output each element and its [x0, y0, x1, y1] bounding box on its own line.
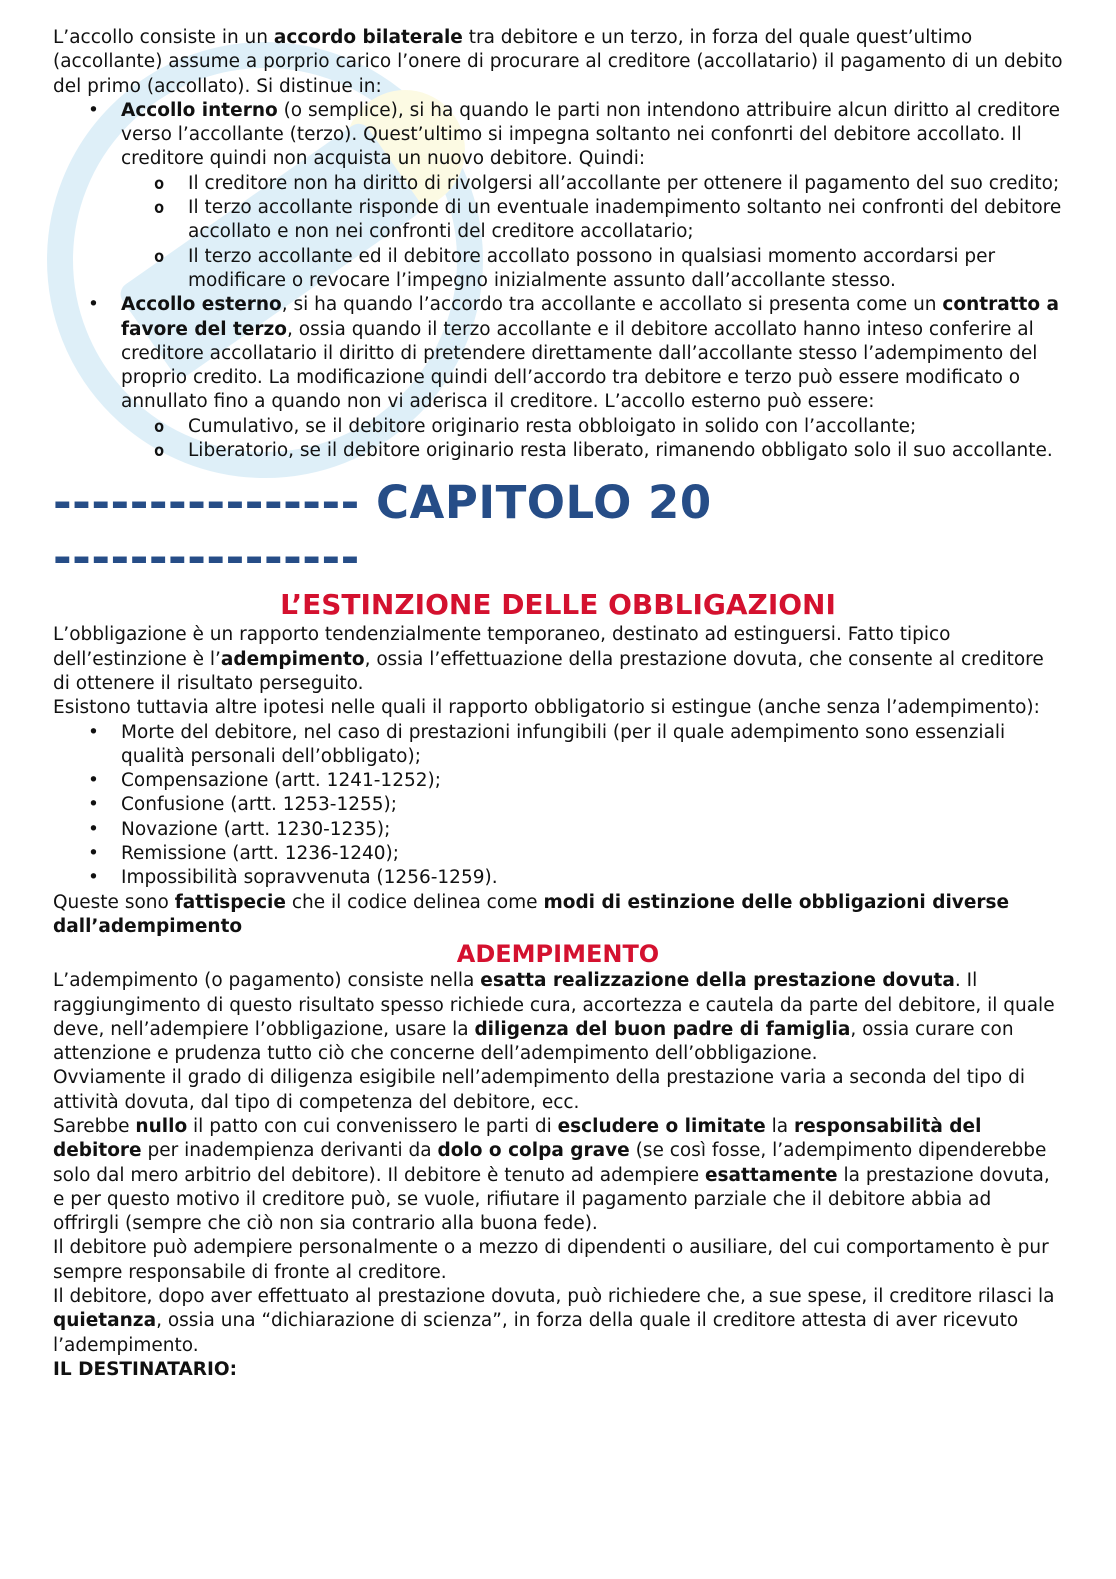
sub-list-item	[53, 245, 1063, 294]
text: L’adempimento (o pagamento) consiste nella	[53, 970, 481, 992]
diligenza-paragraph: Ovviamente il grado di diligenza esigibile nell’adempimento della prestazione varia a seconda del tipo di attività dovuta, dal tipo di competenza del debitore, ecc.	[53, 1067, 1025, 1113]
text: Il debitore, dopo aver effettuato al prestazione dovuta, può richiedere che, a sue spese, il creditore rilasci la	[53, 1286, 1055, 1308]
bold-text: quietanza	[53, 1310, 157, 1332]
circle-bullet-icon: o	[154, 246, 165, 267]
estinzione-bold: adempimento	[220, 648, 365, 670]
intro-bold: accordo bilaterale	[273, 27, 463, 48]
list-item	[53, 769, 1063, 793]
list-item-text: Morte del debitore, nel caso di prestazioni infungibili (per il quale adempimento sono essenziali qualità personali dell’obbligato);	[121, 721, 1006, 767]
chapter-rule: ----------------	[53, 531, 360, 585]
list-item-text: Confusione (artt. 1253-1255);	[121, 794, 398, 816]
esterno-title: Accollo esterno	[121, 294, 282, 316]
list-item-text: Impossibilità sopravvenuta (1256-1259).	[121, 867, 498, 889]
bullet-icon: •	[88, 99, 99, 121]
list-item	[53, 866, 1063, 890]
esterno-text-2: , ossia quando il terzo accollante e il debitore accollato hanno inteso conferire al creditore accollatario il diritto di pretendere direttamente dall’accollante stesso l’adempimento del proprio credito. La modificazione quindi dell’accordo tra debitore e terzo può essere modificato o annullato fino a quando non vi aderisca il creditore. L’accollo esterno può essere:	[121, 318, 1038, 413]
list-item	[53, 793, 1063, 817]
sub-item-text: Liberatorio, se il debitore originario resta liberato, rimanendo obbligato solo il suo accollante.	[188, 440, 1053, 462]
list-item	[53, 842, 1063, 866]
bullet-icon: •	[88, 818, 99, 840]
intro-text: L’accollo consiste in un	[53, 27, 274, 48]
bold-text: escludere o limitate	[557, 1115, 766, 1137]
document-body	[53, 26, 1063, 1382]
bold-text: modi di estinzione delle obbligazioni diverse dall’adempimento	[53, 891, 1010, 937]
text: (se così fosse, l’adempimento dipenderebbe solo dal mero arbitrio del debitore). Il debitore è tenuto ad adempiere	[53, 1140, 1047, 1186]
text: Queste sono	[53, 891, 175, 913]
bold-text: dolo o colpa grave	[437, 1140, 630, 1162]
bold-text: nullo	[135, 1115, 188, 1137]
sub-item-text: Il creditore non ha diritto di rivolgersi all’accollante per ottenere il pagamento del suo credito;	[188, 172, 1060, 194]
list-item-esterno	[53, 293, 1063, 414]
bold-text: diligenza del buon padre di famiglia	[474, 1018, 851, 1040]
bullet-icon: •	[88, 794, 99, 816]
chapter-heading	[53, 475, 1063, 585]
list-item-interno	[53, 99, 1063, 172]
interno-text: (o semplice), si ha quando le parti non intendono attribuire alcun diritto al creditore verso l’accollante (terzo). Quest’ultimo si impegna soltanto nei confonrti del debitore accollato. Il creditore quindi non acquista un nuovo debitore. Quindi:	[121, 99, 1061, 170]
list-item	[53, 818, 1063, 842]
bullet-icon: •	[88, 770, 99, 792]
text: la	[765, 1115, 794, 1137]
bold-text: responsabilità del debitore	[53, 1115, 982, 1162]
bullet-icon: •	[88, 294, 99, 316]
text: la prestazione dovuta, e per questo motivo il creditore può, se vuole, rifiutare il pagamento parziale che il debitore abbia ad offrirgli (sempre che ciò non sia contrario alla buona fede).	[53, 1164, 1050, 1235]
section-title: L’ESTINZIONE DELLE OBBLIGAZIONI	[280, 588, 836, 622]
nullo-paragraph	[53, 1115, 1063, 1236]
bold-text: fattispecie	[174, 891, 286, 913]
bold-text: esatta realizzazione della prestazione dovuta	[480, 970, 955, 992]
sub-list-item	[53, 415, 1063, 439]
list-item	[53, 721, 1063, 770]
text: . Il raggiungimento di questo risultato spesso richiede cura, accortezza e cautela da parte del debitore, il quale deve, nell’adempiere l’obbligazione, usare la	[53, 970, 1055, 1040]
quietanza-paragraph	[53, 1285, 1063, 1358]
circle-bullet-icon: o	[154, 416, 165, 437]
chapter-title: ---------------- CAPITOLO 20	[53, 476, 712, 530]
sub-list-item	[53, 196, 1063, 245]
ausiliari-paragraph: Il debitore può adempiere personalmente o a mezzo di dipendenti o ausiliare, del cui comportamento è pur sempre responsabile di fronte al creditore.	[53, 1237, 1049, 1283]
bold-text: IL DESTINATARIO:	[53, 1358, 238, 1380]
estinzione-paragraph	[53, 623, 1063, 696]
text: , ossia una “dichiarazione di scienza”, in forza della quale il creditore attesta di aver ricevuto l’adempimento.	[53, 1310, 1019, 1356]
adempimento-paragraph	[53, 969, 1063, 1066]
list-item-text: Remissione (artt. 1236-1240);	[121, 843, 400, 865]
bullet-icon: •	[88, 843, 99, 865]
bold-text: esattamente	[705, 1164, 838, 1186]
bullet-icon: •	[88, 867, 99, 889]
estinzione-text: L’obbligazione è un rapporto tendenzialmente temporaneo, destinato ad estinguersi. Fatto tipico dell’estinzione è l’	[53, 624, 951, 670]
circle-bullet-icon: o	[154, 198, 165, 219]
sub-item-text: Il terzo accollante risponde di un eventuale inadempimento soltanto nei confronti del debitore accollato e non nei confronti del creditore accollatario;	[188, 197, 1062, 243]
list-item-text: Novazione (artt. 1230-1235);	[121, 818, 391, 840]
estinzione-list	[53, 721, 1063, 891]
accollo-list	[53, 99, 1063, 463]
circle-bullet-icon: o	[154, 173, 165, 194]
sub-item-text: Cumulativo, se il debitore originario resta obbloigato in solido con l’accollante;	[188, 415, 917, 437]
text: Sarebbe	[53, 1115, 136, 1137]
text: per inadempienza derivanti da	[141, 1140, 438, 1162]
list-item-text: Compensazione (artt. 1241-1252);	[121, 770, 441, 792]
sub-item-text: Il terzo accollante ed il debitore accollato possono in qualsiasi momento accordarsi per modificare o revocare l’impegno inizialmente assunto dall’accollante stesso.	[188, 245, 996, 291]
sub-list-item	[53, 172, 1063, 196]
text: , ossia curare con attenzione e prudenza tutto ciò che concerne dell’adempimento dell’obbligazione.	[53, 1018, 1014, 1065]
text: il patto con cui convenissero le parti di	[187, 1115, 558, 1137]
intro-text-2: tra debitore e un terzo, in forza del quale quest’ultimo (accollante) assume a porprio carico l’onere di procurare al creditore (accollatario) il pagamento di un debito del primo (accollato). Si distinue in:	[53, 27, 1063, 97]
esterno-text: , si ha quando l’accordo tra accollante e accollato si presenta come un	[281, 294, 943, 316]
estinzione-text-2: , ossia l’effettuazione della prestazione dovuta, che consente al creditore di ottenere il risultato perseguito.	[53, 648, 1044, 694]
fattispecie-paragraph	[53, 891, 1063, 940]
subsection-title: ADEMPIMENTO	[456, 940, 660, 969]
text: che il codice delinea come	[285, 891, 544, 913]
esterno-bold: contratto a favore del terzo	[121, 294, 1060, 340]
destinatario-heading	[53, 1358, 1063, 1382]
sub-list-item	[53, 439, 1063, 463]
bullet-icon: •	[88, 721, 99, 743]
interno-title: Accollo interno	[121, 99, 278, 121]
intro-paragraph	[53, 26, 1063, 99]
circle-bullet-icon: o	[154, 441, 165, 462]
estinzione-paragraph-2: Esistono tuttavia altre ipotesi nelle quali il rapporto obbligatorio si estingue (anche senza l’adempimento):	[53, 697, 1040, 719]
